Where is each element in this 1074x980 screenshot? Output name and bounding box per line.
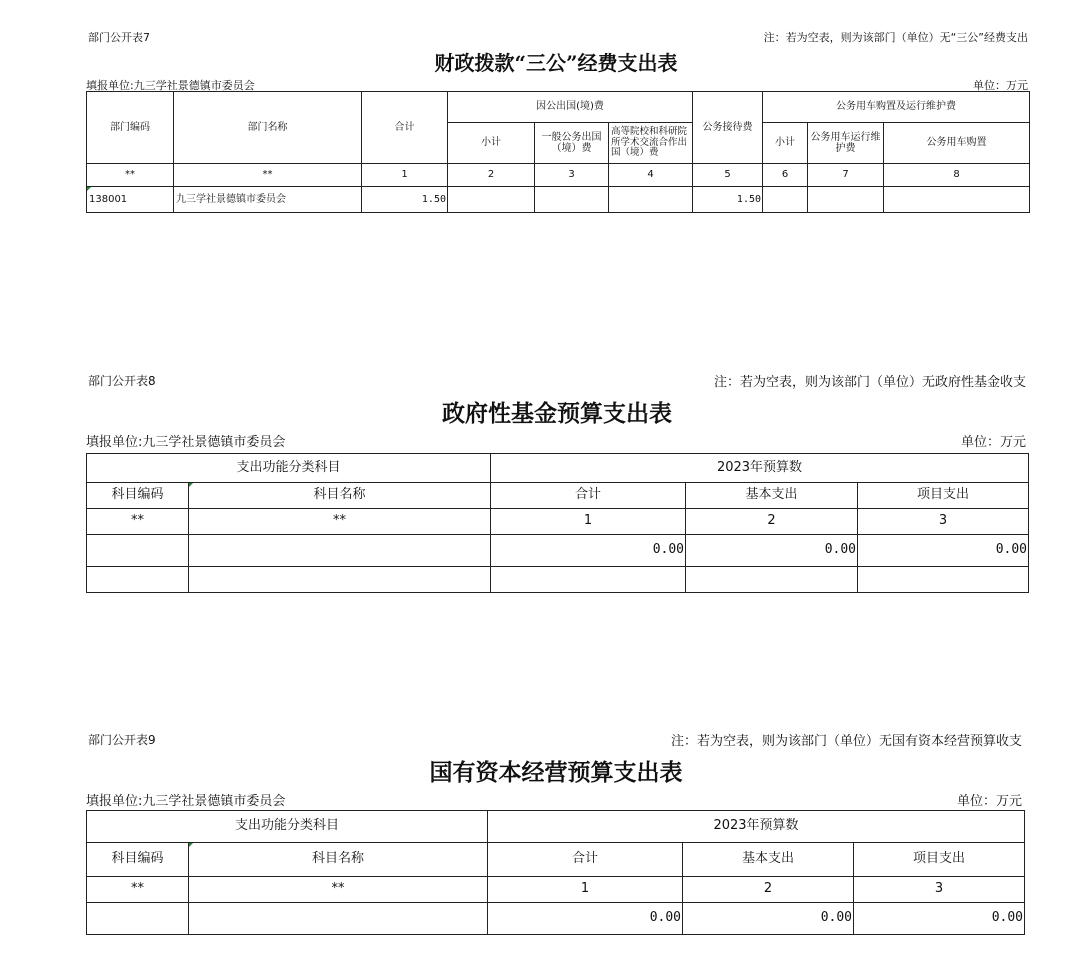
header-subject-name: 科目名称 [189,843,488,877]
money-unit: 单位：万元 [956,794,1022,809]
state-capital-expenditure-table [86,810,1025,935]
index-row [87,877,1025,903]
table-row [87,535,1029,567]
table-row [87,187,1030,213]
header-budget-2023: 2023年预算数 [488,811,1025,843]
cell-subject-code [87,903,189,935]
index-cell: 1 [491,509,686,535]
empty-cell [491,567,686,593]
cell-marker [87,187,91,191]
header-project: 项目支出 [854,843,1025,877]
table-code-8: 部门公开表8 [88,374,156,388]
header-abroad-general: 一般公务出国（境）费 [535,123,609,164]
index-cell: ** [87,877,189,903]
index-cell: 2 [683,877,854,903]
header-total: 合计 [362,92,448,164]
cell-abroad-general [535,187,609,213]
empty-cell [87,567,189,593]
cell-marker [189,843,193,847]
cell-total: 0.00 [491,535,686,567]
cell-abroad-academic [609,187,693,213]
index-row [87,509,1029,535]
header-dept-code: 部门编码 [87,92,174,164]
cell-total: 0.00 [488,903,683,935]
empty-cell [858,567,1029,593]
cell-vehicle-running [808,187,884,213]
header-subject-code: 科目编码 [87,843,189,877]
table-row [87,567,1029,593]
index-row [87,164,1030,187]
page-title: 国有资本经营预算支出表 [429,759,683,786]
index-cell: ** [174,164,362,187]
cell-project: 0.00 [854,903,1025,935]
cell-vehicle-subtotal [763,187,808,213]
reporting-unit: 填报单位:九三学社景德镇市委员会 [86,794,286,809]
cell-subject-name [189,903,488,935]
money-unit: 单位：万元 [973,79,1028,92]
header-budget-2023: 2023年预算数 [491,454,1029,483]
index-cell: 4 [609,164,693,187]
page-title: 财政拨款“三公”经费支出表 [434,51,678,75]
index-cell: 2 [686,509,858,535]
index-cell: ** [189,877,488,903]
header-subject-code: 科目编码 [87,483,189,509]
cell-subject-code [87,535,189,567]
index-cell: 6 [763,164,808,187]
gov-fund-expenditure-table [86,453,1029,593]
header-abroad: 因公出国(境)费 [448,92,693,123]
header-abroad-academic: 高等院校和科研院所学术交流合作出国（境）费 [609,123,693,164]
page-title: 政府性基金预算支出表 [442,400,672,427]
index-cell: 5 [693,164,763,187]
empty-table-note: 注：若为空表，则为该部门（单位）无“三公”经费支出 [763,31,1028,44]
cell-subject-name [189,535,491,567]
index-cell: 2 [448,164,535,187]
empty-cell [189,567,491,593]
money-unit: 单位：万元 [960,435,1026,450]
index-cell: 3 [858,509,1029,535]
header-dept-name: 部门名称 [174,92,362,164]
three-public-expenses-table [86,91,1030,213]
header-function-category: 支出功能分类科目 [87,811,488,843]
reporting-unit: 填报单位:九三学社景德镇市委员会 [86,435,286,450]
cell-dept-code: 138001 [87,187,174,213]
index-cell: 3 [535,164,609,187]
header-vehicle-purchase: 公务用车购置 [884,123,1030,164]
cell-project: 0.00 [858,535,1029,567]
index-cell: 1 [488,877,683,903]
empty-table-note: 注：若为空表，则为该部门（单位）无政府性基金收支 [713,375,1026,390]
cell-abroad-subtotal [448,187,535,213]
header-subject-name: 科目名称 [189,483,491,509]
header-vehicle: 公务用车购置及运行维护费 [763,92,1030,123]
cell-dept-name: 九三学社景德镇市委员会 [174,187,362,213]
header-vehicle-subtotal: 小计 [763,123,808,164]
empty-cell [686,567,858,593]
cell-marker [189,483,193,487]
header-vehicle-running: 公务用车运行维护费 [808,123,884,164]
table-code-7: 部门公开表7 [88,31,150,44]
header-basic: 基本支出 [686,483,858,509]
index-cell: 8 [884,164,1030,187]
header-total: 合计 [488,843,683,877]
index-cell: 1 [362,164,448,187]
cell-total: 1.50 [362,187,448,213]
index-cell: 3 [854,877,1025,903]
cell-vehicle-purchase [884,187,1030,213]
index-cell: ** [189,509,491,535]
header-total: 合计 [491,483,686,509]
header-project: 项目支出 [858,483,1029,509]
index-cell: ** [87,164,174,187]
reporting-unit: 填报单位:九三学社景德镇市委员会 [86,79,255,92]
header-reception: 公务接待费 [693,92,763,164]
cell-reception: 1.50 [693,187,763,213]
cell-basic: 0.00 [686,535,858,567]
cell-basic: 0.00 [683,903,854,935]
table-row [87,903,1025,935]
index-cell: 7 [808,164,884,187]
index-cell: ** [87,509,189,535]
header-abroad-subtotal: 小计 [448,123,535,164]
header-basic: 基本支出 [683,843,854,877]
empty-table-note: 注：若为空表，则为该部门（单位）无国有资本经营预算收支 [670,734,1022,749]
header-function-category: 支出功能分类科目 [87,454,491,483]
table-code-9: 部门公开表9 [88,733,156,747]
